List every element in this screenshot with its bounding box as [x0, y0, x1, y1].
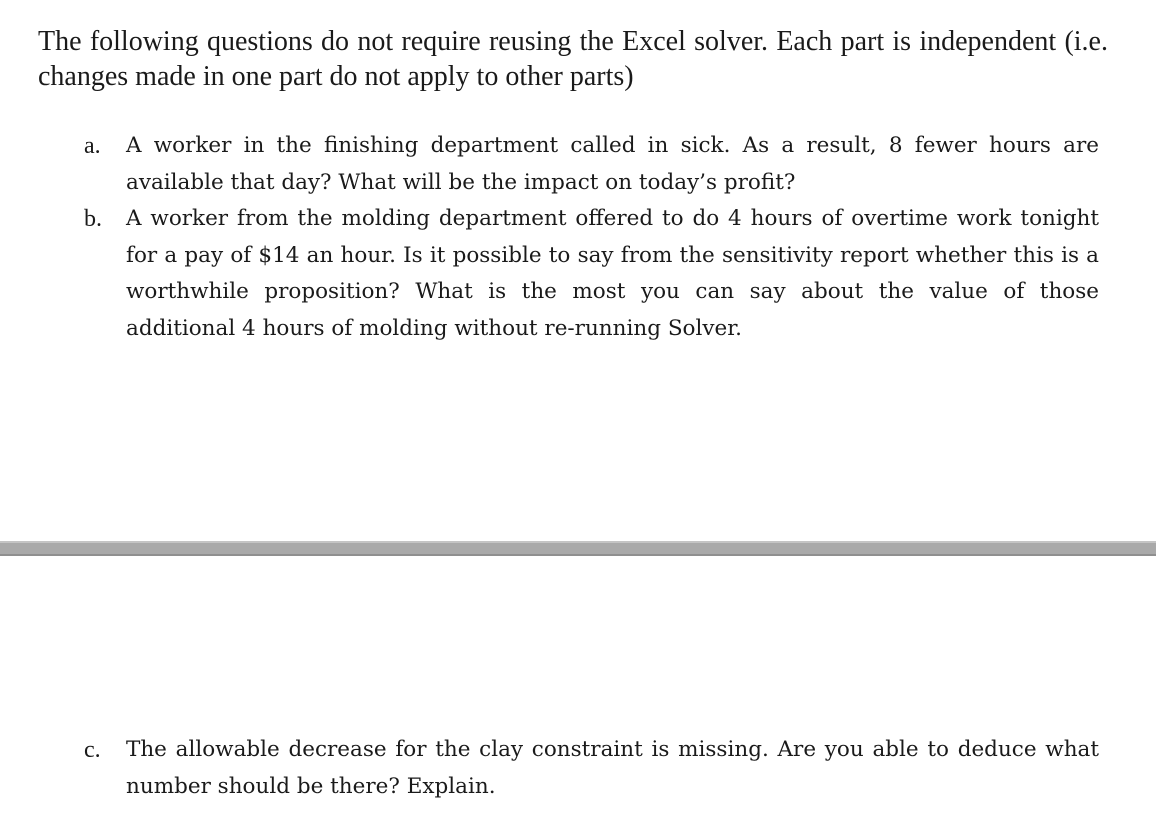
- question-c: [0, 732, 1156, 805]
- question-marker: b.: [84, 206, 102, 232]
- question-text: The allowable decrease for the clay constraint is missing. Are you able to deduce what number should be there? Explain.: [126, 737, 1099, 799]
- question-list: [0, 128, 1156, 347]
- page-divider: [0, 541, 1156, 556]
- question-marker: c.: [84, 737, 101, 763]
- question-text: A worker in the finishing department called in sick. As a result, 8 fewer hours are available that day? What will be the impact on today’s profit?: [126, 133, 1099, 195]
- question-marker: a.: [84, 133, 101, 159]
- question-list: [0, 732, 1156, 805]
- question-b: [0, 201, 1156, 347]
- question-text: A worker from the molding department offered to do 4 hours of overtime work tonight for a pay of $14 an hour. Is it possible to say from the sensitivity report whether this is a worthwhile proposition? What is the most you can say about the value of those additional 4 hours of molding without re-running Solver.: [126, 206, 1099, 341]
- question-a: [0, 128, 1156, 201]
- intro-paragraph: The following questions do not require reusing the Excel solver. Each part is independent (i.e. changes made in one part do not apply to other parts): [38, 26, 1108, 92]
